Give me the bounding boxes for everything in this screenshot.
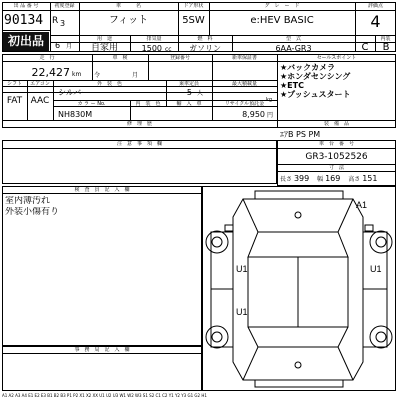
width-value: 169 bbox=[325, 174, 341, 183]
doors-label: ドア形状 bbox=[183, 3, 204, 9]
fuel-value: ガソリン bbox=[189, 44, 221, 53]
mileage-unit: km bbox=[72, 71, 82, 78]
import-label: 輸 入 車 bbox=[176, 101, 202, 107]
notes-label: 注 意 事 項 欄 bbox=[116, 141, 162, 147]
mileage-value: 22,427 bbox=[31, 66, 70, 79]
color-label: 外 装 色 bbox=[96, 81, 122, 87]
sales-points-label: セールスポイント bbox=[316, 55, 357, 61]
displacement-label: 排気量 bbox=[146, 36, 162, 42]
first-time-badge: 初出品 bbox=[3, 32, 49, 51]
shift-value: FAT bbox=[6, 96, 23, 106]
damage-mark: A1 bbox=[356, 200, 368, 210]
grade-value: e:HEV BASIC bbox=[250, 15, 314, 26]
reg-month: 6 bbox=[55, 41, 61, 50]
office-label: 事 務 局 記 入 欄 bbox=[74, 347, 130, 353]
height-value: 151 bbox=[362, 174, 378, 183]
color-value: シルバー bbox=[58, 88, 90, 97]
option-value: ｴｱB PS PM bbox=[280, 130, 321, 139]
max-load-label: 最大積載量 bbox=[231, 81, 257, 87]
sales-point: ★バックカメラ bbox=[280, 63, 336, 72]
size-label: 寸 法 bbox=[328, 165, 344, 171]
inspection-era: 令 bbox=[94, 72, 101, 79]
month-unit: 月 bbox=[66, 43, 73, 50]
car-name-label: 車 名 bbox=[115, 3, 141, 9]
inspector-label: 検 査 員 記 入 欄 bbox=[74, 187, 130, 193]
inspection-unit: 月 bbox=[132, 72, 139, 79]
kg-unit: kg bbox=[266, 97, 273, 103]
size-row bbox=[280, 174, 396, 185]
option-label: 装 備 品 bbox=[323, 121, 349, 127]
mileage-label: 走 行 bbox=[39, 55, 55, 61]
score-value: 4 bbox=[370, 13, 381, 31]
vin-value: GR3-1052526 bbox=[305, 152, 368, 162]
purpose-value: 自家用 bbox=[90, 43, 118, 53]
displacement-value: 1500 bbox=[141, 44, 162, 53]
grade-label: グ レ ー ド bbox=[264, 3, 300, 9]
fuel-label: 燃 料 bbox=[197, 36, 213, 42]
sales-point: ★ホンダセンシング bbox=[280, 72, 351, 81]
damage-mark: U1 bbox=[236, 264, 248, 274]
vin-label: 車 台 番 号 bbox=[318, 141, 354, 147]
cc-unit: cc bbox=[165, 46, 172, 53]
interior-color-label: 内 装 色 bbox=[135, 101, 161, 107]
inspection-label: 車 検 bbox=[112, 55, 128, 61]
damage-mark: U1 bbox=[236, 307, 248, 317]
car-name: フィット bbox=[108, 15, 149, 26]
length-value: 399 bbox=[293, 174, 310, 183]
ac-label: エアコン bbox=[30, 81, 50, 87]
inspector-note: 外装小傷有り bbox=[5, 207, 60, 217]
inspector-note: 室内薄汚れ bbox=[5, 196, 51, 206]
score-label: 評価点 bbox=[367, 3, 383, 9]
repair-history-label: 修 理 歴 bbox=[126, 121, 152, 127]
recycle-value: 8,950 bbox=[242, 110, 265, 119]
length-label: 長さ bbox=[280, 176, 293, 183]
reg-year: 3 bbox=[60, 19, 66, 28]
sales-point: ★プッシュスタート bbox=[280, 90, 351, 99]
model-value: 6AA-GR3 bbox=[275, 44, 312, 53]
footer-legend: A1 A2 A3 A4 E1 E2 E3 B1 B2 B3 P1 P2 X1 X2 XX U1 U2 U3 W1 W2 W3 S1 S2 C1 C2 Y1 Y2 Y3 G1 G2 H1 bbox=[2, 393, 207, 398]
ac-value: AAC bbox=[30, 96, 50, 106]
door-type: 5SW bbox=[182, 15, 205, 26]
purpose-label: 用 途 bbox=[96, 36, 112, 42]
capacity-label: 乗車定員 bbox=[178, 81, 199, 87]
interior-grade: B bbox=[382, 42, 390, 53]
car-diagram bbox=[202, 186, 396, 391]
first-reg-label: 初度登録 bbox=[54, 3, 75, 9]
model-label: 型 式 bbox=[285, 36, 301, 42]
sales-points-list bbox=[280, 63, 394, 99]
lot-no-label: 出 品 番 号 bbox=[13, 3, 39, 9]
capacity-value: 5 bbox=[186, 88, 192, 97]
era: R bbox=[52, 16, 59, 26]
recycle-label: リサイクル預託金 bbox=[224, 101, 265, 107]
damage-mark: U1 bbox=[370, 264, 382, 274]
recycle-unit: 円 bbox=[267, 112, 274, 119]
shift-label: シフト bbox=[6, 81, 22, 87]
lot-number: 90134 bbox=[4, 13, 44, 28]
color-no-label: カ ラ ー No. bbox=[77, 101, 106, 107]
registration-label: 登録番号 bbox=[169, 55, 190, 61]
sales-point: ★ETC bbox=[280, 81, 304, 90]
height-label: 高さ bbox=[348, 176, 361, 183]
exterior-grade: C bbox=[361, 42, 369, 53]
interior-label: 内装 bbox=[380, 36, 391, 42]
width-label: 幅 bbox=[317, 176, 324, 183]
dealer-label: 新車保証書 bbox=[231, 55, 257, 61]
capacity-unit: 人 bbox=[197, 90, 204, 97]
color-no-value: NH830M bbox=[58, 110, 93, 119]
